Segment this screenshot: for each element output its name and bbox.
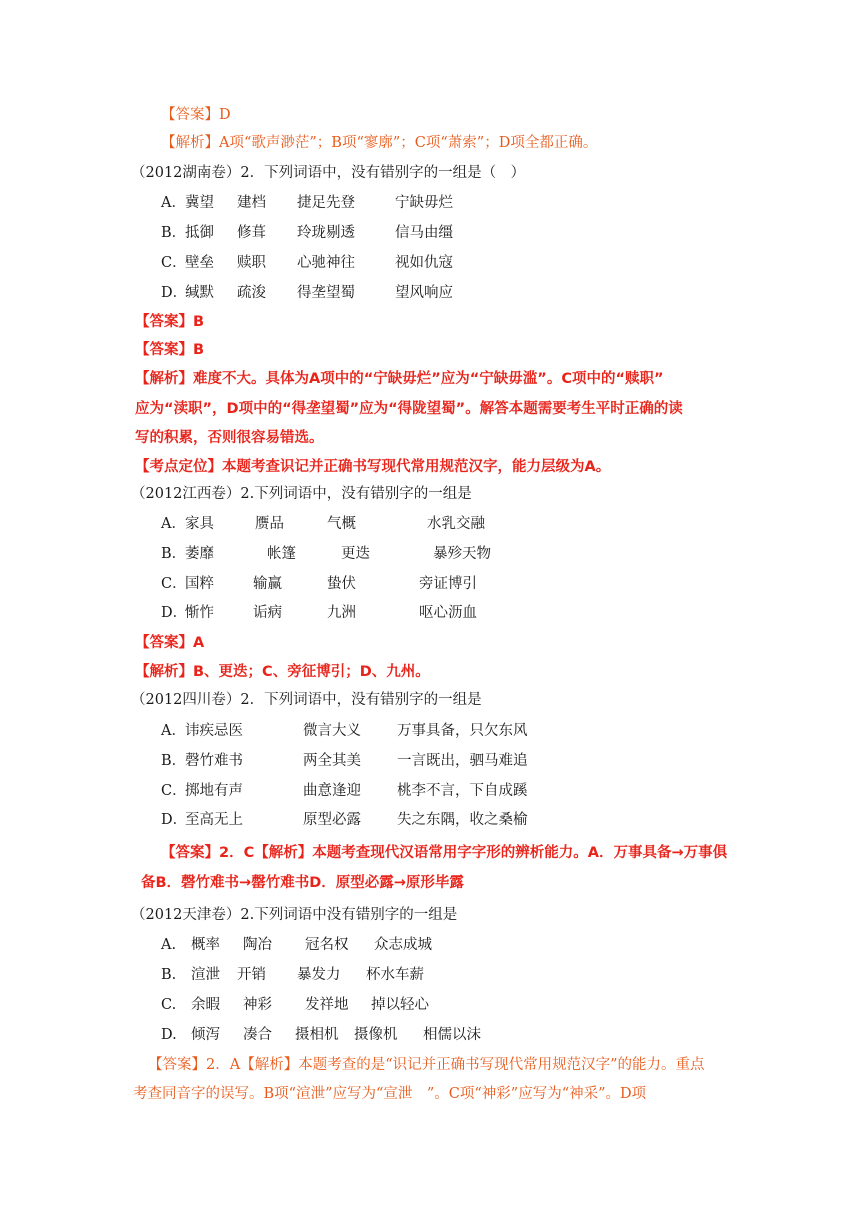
option-word: 两全其美	[303, 753, 361, 769]
option-word: 视如仇寇	[395, 255, 453, 271]
option-word: 磬竹难书	[185, 753, 243, 769]
option-word: 开销	[237, 967, 266, 983]
option-word: 凑合	[243, 1027, 272, 1043]
option-word: 原型必露	[303, 812, 361, 828]
answer-line: 【答案】D	[161, 107, 231, 123]
option-word: 玲珑剔透	[297, 225, 355, 241]
option-word: 捷足先登	[297, 195, 355, 211]
option-word: 赝品	[255, 516, 284, 532]
option-word: 疏浚	[237, 285, 266, 301]
option-word: 桃李不言，下自成蹊	[397, 783, 528, 799]
analysis-line: 【答案】2．A【解析】本题考查的是“识记并正确书写现代常用规范汉字”的能力。重点	[148, 1057, 705, 1073]
analysis-line: 应为“渎职”，D项中的“得垄望蜀”应为“得陇望蜀”。解答本题需要考生平时正确的读	[135, 401, 683, 417]
option-word: 冀望	[185, 195, 214, 211]
option-word: 水乳交融	[427, 516, 485, 532]
option-word: 望风响应	[395, 285, 453, 301]
option-word: 众志成城	[374, 937, 432, 953]
option-word: 余暇	[191, 997, 220, 1013]
option-word: 抵御	[185, 225, 214, 241]
option-word: 渲泄	[191, 967, 220, 983]
option-word: 倾泻	[191, 1027, 220, 1043]
answer-line: 【答案】A	[135, 635, 205, 651]
option-letter: C．	[161, 783, 187, 799]
option-word: 缄默	[185, 285, 214, 301]
option-word: 信马由缰	[395, 225, 453, 241]
option-word: 掉以轻心	[371, 997, 429, 1013]
option-word: 九洲	[327, 605, 356, 621]
analysis-line: 【解析】难度不大。具体为A项中的“宁缺毋烂”应为“宁缺毋滥”。C项中的“赎职”	[135, 371, 664, 387]
option-letter: C．	[161, 576, 187, 592]
question-stem-sichuan: （2012四川卷）2．下列词语中，没有错别字的一组是	[131, 692, 482, 708]
option-word: 心驰神往	[297, 255, 355, 271]
option-word: 微言大义	[303, 723, 361, 739]
option-word: 发祥地	[305, 997, 349, 1013]
option-word: 输赢	[253, 576, 282, 592]
option-word: 摄相机	[295, 1027, 339, 1043]
analysis-line: 备B．磬竹难书→罄竹难书D．原型必露→原形毕露	[141, 875, 464, 891]
option-word: 惭怍	[185, 605, 214, 621]
option-word: 呕心沥血	[419, 605, 477, 621]
option-word: 冠名权	[305, 937, 349, 953]
option-word: 家具	[185, 516, 214, 532]
option-word: 曲意逢迎	[303, 783, 361, 799]
option-word: 一言既出，驷马难追	[397, 753, 528, 769]
option-word: 摄像机	[354, 1027, 398, 1043]
option-word: 概率	[191, 937, 220, 953]
point-line: 【考点定位】本题考查识记并正确书写现代常用规范汉字，能力层级为A。	[135, 459, 611, 475]
option-letter: D．	[161, 812, 188, 828]
option-word: 失之东隅，收之桑榆	[397, 812, 528, 828]
analysis-line: 【答案】2．C【解析】本题考查现代汉语常用字字形的辨析能力。A．万事具备→万事俱	[161, 845, 728, 861]
option-word: 修葺	[237, 225, 266, 241]
answer-line: 【答案】B	[135, 342, 205, 358]
option-word: 暴殄天物	[433, 546, 491, 562]
option-word: 诟病	[253, 605, 282, 621]
option-letter: B．	[161, 546, 187, 562]
option-word: 赎职	[237, 255, 266, 271]
option-letter: D.	[161, 1027, 177, 1043]
option-word: 杯水车薪	[366, 967, 424, 983]
option-word: 万事具备，只欠东风	[397, 723, 528, 739]
option-word: 相儒以沫	[423, 1027, 481, 1043]
option-letter: A．	[161, 516, 186, 532]
option-word: 气概	[327, 516, 356, 532]
option-word: 萎靡	[185, 546, 214, 562]
option-letter: C．	[161, 255, 187, 271]
question-stem-jiangxi: （2012江西卷）2.下列词语中，没有错别字的一组是	[131, 486, 472, 502]
option-word: 陶冶	[243, 937, 272, 953]
option-word: 国粹	[185, 576, 214, 592]
option-word: 旁证博引	[419, 576, 477, 592]
option-word: 更迭	[341, 546, 370, 562]
option-letter: B.	[161, 967, 177, 983]
option-word: 建档	[237, 195, 266, 211]
option-word: 壁垒	[185, 255, 214, 271]
option-word: 至高无上	[185, 812, 243, 828]
answer-line: 【答案】B	[135, 314, 205, 330]
option-word: 帐篷	[267, 546, 296, 562]
analysis-line: 【解析】A项“歌声渺茫”；B项“寥廓”；C项“萧索”；D项全都正确。	[161, 135, 598, 151]
option-letter: A．	[161, 723, 186, 739]
option-word: 蛰伏	[327, 576, 356, 592]
option-letter: B．	[161, 225, 187, 241]
option-word: 得垄望蜀	[297, 285, 355, 301]
option-letter: D．	[161, 605, 188, 621]
option-letter: B．	[161, 753, 187, 769]
option-word: 暴发力	[297, 967, 341, 983]
option-word: 宁缺毋烂	[395, 195, 453, 211]
option-word: 神彩	[243, 997, 272, 1013]
option-letter: C.	[161, 997, 177, 1013]
option-word: 掷地有声	[185, 783, 243, 799]
analysis-line: 写的积累，否则很容易错选。	[135, 430, 324, 446]
option-letter: D．	[161, 285, 188, 301]
option-letter: A．	[161, 195, 186, 211]
option-word: 讳疾忌医	[185, 723, 243, 739]
question-stem-tianjin: （2012天津卷）2.下列词语中没有错别字的一组是	[131, 907, 458, 923]
option-letter: A.	[161, 937, 177, 953]
question-stem-hunan: （2012湖南卷）2．下列词语中，没有错别字的一组是（ ）	[131, 165, 526, 181]
analysis-line: 考查同音字的误写。B项“渲泄”应写为“宣泄 ”。C项“神彩”应写为“神采”。D项	[133, 1086, 647, 1102]
analysis-line: 【解析】B、更迭；C、旁征博引；D、九州。	[135, 664, 430, 680]
